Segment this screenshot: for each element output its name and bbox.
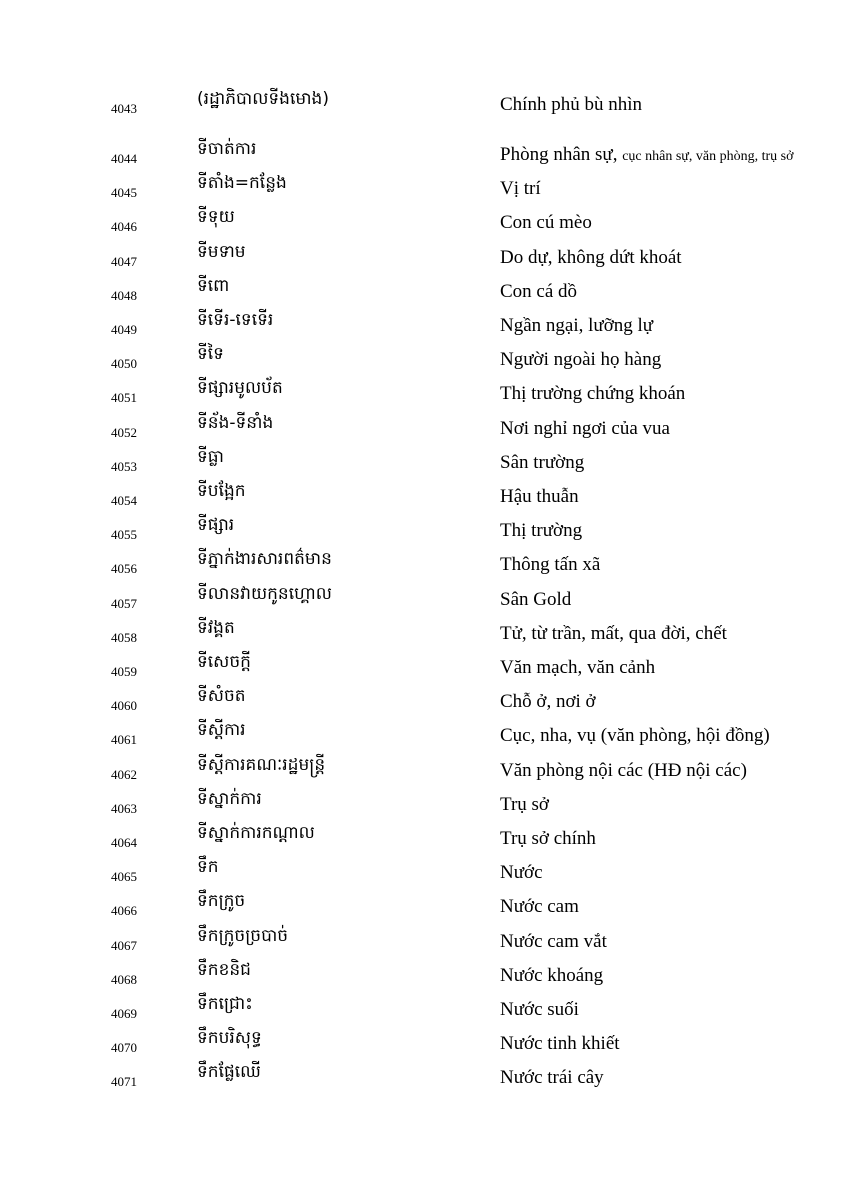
vietnamese-meaning (500, 760, 747, 782)
vietnamese-meaning (500, 281, 577, 303)
vietnamese-meaning (500, 691, 596, 713)
entry-number: 4056 (111, 561, 137, 577)
khmer-term: ទីសំចត (197, 686, 246, 707)
dictionary-entry (0, 174, 848, 208)
khmer-term: ទីស្នាក់ការកណ្តាល (197, 823, 315, 843)
khmer-term: ទីទៃ (197, 344, 224, 365)
vietnamese-meaning-text: Con cú mèo (500, 212, 592, 234)
dictionary-entry (0, 448, 848, 482)
vietnamese-meaning (500, 383, 685, 405)
vietnamese-meaning-text: Hậu thuẫn (500, 486, 579, 507)
dictionary-entry (0, 721, 848, 755)
vietnamese-meaning (500, 178, 541, 200)
dictionary-entry (0, 927, 848, 961)
entry-number: 4071 (111, 1074, 137, 1090)
vietnamese-meaning (500, 623, 727, 645)
vietnamese-meaning-text: Sân Gold (500, 588, 572, 610)
entry-number: 4063 (111, 800, 137, 816)
vietnamese-meaning-text: Nước (500, 862, 543, 884)
khmer-term: ទីន័ង-ទីនាំង (197, 412, 274, 433)
vietnamese-meaning-text: Nước suối (500, 999, 579, 1020)
khmer-term: ទឹកផ្លែឈើ (197, 1062, 261, 1083)
dictionary-entry (0, 619, 848, 653)
khmer-term: ទីតាំង=កន្លែង (197, 173, 287, 194)
entry-number: 4057 (111, 595, 137, 611)
dictionary-entry (0, 311, 848, 345)
khmer-term: ទឹកក្រូច (197, 891, 246, 912)
khmer-term: ទីចាត់ការ (197, 139, 257, 159)
entry-number: 4050 (111, 356, 137, 372)
vietnamese-meaning (500, 725, 770, 747)
khmer-term: ទីភ្នាក់ងារសារពត៌មាន (197, 549, 332, 570)
khmer-term: ទីលានវាយកូនហ្គោល (197, 583, 332, 604)
vietnamese-meaning (500, 862, 543, 884)
dictionary-entry (0, 482, 848, 516)
dictionary-entry (0, 379, 848, 413)
vietnamese-meaning (500, 349, 661, 371)
dictionary-entry (0, 140, 848, 174)
entry-number: 4044 (111, 151, 137, 166)
vietnamese-meaning (500, 999, 579, 1021)
vietnamese-meaning-text: Cục, nha, vụ (văn phòng, hội đồng) (500, 725, 770, 747)
khmer-term: ទីមទាម (197, 241, 246, 262)
khmer-term: (រដ្ឋាភិបាលទីងមោង) (197, 89, 329, 109)
vietnamese-meaning-text: Thị trường (500, 520, 583, 542)
vietnamese-meaning-text: Nước trái cây (500, 1067, 604, 1089)
dictionary-entry (0, 516, 848, 550)
entry-number: 4069 (111, 1006, 137, 1021)
khmer-term: ទីស្នាក់ការ (197, 788, 262, 809)
dictionary-entry (0, 687, 848, 721)
vietnamese-meaning (500, 144, 794, 166)
vietnamese-meaning (500, 965, 603, 987)
dictionary-entry (0, 1029, 848, 1063)
vietnamese-meaning (500, 828, 596, 850)
vietnamese-meaning-text: Nước khoáng (500, 964, 604, 986)
khmer-term: ទីទុយ (197, 207, 235, 228)
entry-number: 4051 (111, 390, 137, 406)
entry-number: 4070 (111, 1040, 137, 1056)
dictionary-entry (0, 995, 848, 1029)
vietnamese-meaning-text: Phòng nhân sự, (500, 144, 623, 165)
vietnamese-meaning-text: Thông tấn xã (500, 554, 601, 576)
vietnamese-meaning (500, 520, 582, 542)
dictionary-entry (0, 277, 848, 311)
vietnamese-meaning (500, 589, 571, 611)
vietnamese-meaning (500, 315, 653, 337)
vietnamese-meaning (500, 452, 584, 474)
dictionary-entry (0, 824, 848, 858)
vietnamese-meaning-text: Nước cam vắt (500, 930, 607, 952)
khmer-term: ទីផ្សារ (197, 515, 235, 536)
khmer-term: ទីបង្អែក (197, 481, 246, 501)
entry-number: 4061 (111, 732, 137, 748)
vietnamese-meaning (500, 418, 670, 440)
vietnamese-meaning-text: Nơi nghỉ ngơi của vua (500, 417, 670, 439)
vietnamese-meaning (500, 931, 607, 953)
entry-number: 4060 (111, 698, 137, 714)
vietnamese-meaning-text: Văn phòng nội các (HĐ nội các) (500, 759, 747, 781)
vietnamese-meaning (500, 657, 655, 679)
dictionary-entry (0, 585, 848, 619)
dictionary-entry (0, 1063, 848, 1097)
khmer-term: ទឹកខនិជ (197, 959, 251, 980)
vietnamese-meaning-text: Trụ sở chính (500, 828, 596, 849)
dictionary-entry (0, 345, 848, 379)
entry-number: 4043 (111, 101, 137, 116)
entry-number: 4055 (111, 527, 137, 543)
entry-number: 4047 (111, 253, 137, 269)
khmer-term: ទីស្តីការ (197, 720, 246, 741)
entry-number: 4045 (111, 185, 137, 201)
khmer-term: ទឹក (197, 857, 219, 878)
entry-number: 4053 (111, 458, 137, 474)
entry-number: 4068 (111, 971, 137, 987)
khmer-term: ទីពោ (197, 275, 230, 296)
khmer-term: ទឹកបរិសុទ្ធ (197, 1028, 262, 1049)
entry-number: 4046 (111, 219, 137, 235)
khmer-term: ទីទើរ-ទេទើរ (197, 310, 274, 330)
vietnamese-meaning-text: Sân trường (500, 451, 585, 473)
vietnamese-meaning (500, 1067, 604, 1089)
entry-number: 4059 (111, 664, 137, 679)
vietnamese-meaning (500, 212, 592, 234)
entry-number: 4067 (111, 937, 137, 953)
dictionary-entry (0, 208, 848, 242)
vietnamese-meaning (500, 554, 600, 576)
khmer-term: ទឹកជ្រោះ (197, 994, 253, 1014)
dictionary-entry (0, 90, 848, 124)
vietnamese-meaning (500, 486, 579, 508)
entry-number: 4054 (111, 493, 137, 508)
vietnamese-meaning-text: Trụ sở (500, 793, 549, 815)
entry-number: 4062 (111, 766, 137, 782)
dictionary-entry (0, 243, 848, 277)
khmer-term: ទីផ្សារមូលប័ត (197, 378, 283, 399)
dictionary-entry (0, 653, 848, 687)
dictionary-entry (0, 414, 848, 448)
entry-number: 4064 (111, 835, 137, 850)
vietnamese-meaning-text: Chính phủ bù nhìn (500, 94, 642, 115)
vietnamese-meaning-text: Văn mạch, văn cảnh (500, 657, 656, 678)
dictionary-entry (0, 961, 848, 995)
vietnamese-meaning-text: Ngần ngại, lưỡng lự (500, 315, 654, 336)
vietnamese-meaning-extra: cục nhân sự, văn phòng, trụ sở (622, 149, 794, 164)
khmer-term: ទីសេចក្តី (197, 652, 251, 672)
entry-number: 4052 (111, 424, 137, 440)
vietnamese-meaning-text: Người ngoài họ hàng (500, 349, 662, 371)
vietnamese-meaning (500, 1033, 620, 1055)
vietnamese-meaning-text: Vị trí (500, 178, 541, 200)
vietnamese-meaning-text: Tử, từ trần, mất, qua đời, chết (500, 622, 727, 644)
vietnamese-meaning-text: Chỗ ở, nơi ở (500, 691, 596, 713)
vietnamese-meaning-text: Con cá dồ (500, 280, 578, 302)
dictionary-entry (0, 892, 848, 926)
vietnamese-meaning-text: Thị trường chứng khoán (500, 383, 686, 405)
dictionary-entry (0, 790, 848, 824)
khmer-term: ទីវង្គត (197, 617, 235, 638)
dictionary-entry (0, 756, 848, 790)
vietnamese-meaning-text: Nước cam (500, 896, 579, 918)
entry-number: 4066 (111, 903, 137, 919)
khmer-term: ទីធ្លា (197, 446, 224, 467)
vietnamese-meaning (500, 94, 642, 116)
vietnamese-meaning-text: Nước tinh khiết (500, 1033, 620, 1055)
vietnamese-meaning-text: Do dự, không dứt khoát (500, 246, 682, 268)
entry-number: 4049 (111, 322, 137, 337)
entry-number: 4048 (111, 287, 137, 303)
khmer-term: ទឹកក្រូចច្របាច់ (197, 925, 289, 946)
vietnamese-meaning (500, 794, 549, 816)
entry-number: 4065 (111, 869, 137, 885)
dictionary-entry (0, 550, 848, 584)
vietnamese-meaning (500, 247, 682, 269)
khmer-term: ទីស្តីការគណៈរដ្ឋមន្ត្រី (197, 754, 326, 775)
dictionary-entry (0, 858, 848, 892)
vietnamese-meaning (500, 896, 579, 918)
entry-number: 4058 (111, 629, 137, 645)
